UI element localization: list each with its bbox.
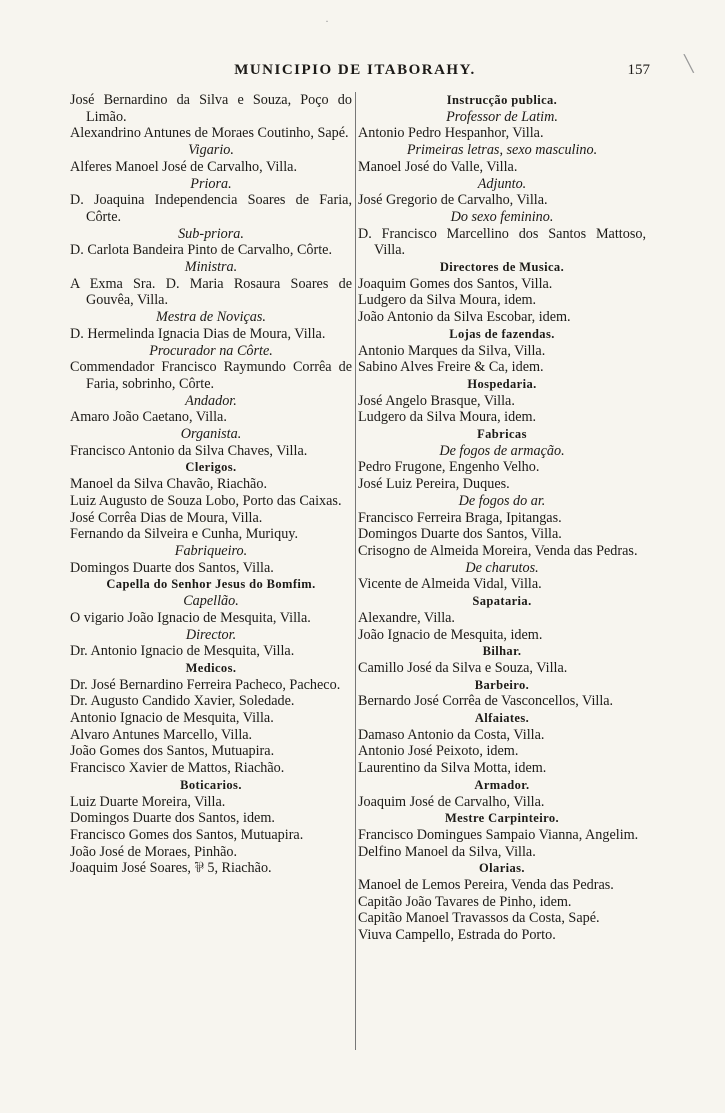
role-heading: Professor de Latim. <box>446 108 558 125</box>
directory-entry: Dr. Antonio Ignacio de Mesquita, Villa. <box>70 643 295 660</box>
directory-entry: Alferes Manoel José de Carvalho, Villa. <box>70 158 298 175</box>
role-heading: Andador. <box>185 392 237 409</box>
section-heading: Armador. <box>474 777 530 792</box>
directory-entry: Fernando da Silveira e Cunha, Muriquy. <box>70 526 299 543</box>
directory-entry: Alvaro Antunes Marcello, Villa. <box>70 726 253 743</box>
section-heading: Olarias. <box>479 861 525 876</box>
directory-entry: Luiz Augusto de Souza Lobo, Porto das Caixas. <box>70 492 342 509</box>
page-header <box>70 62 650 86</box>
directory-entry: Vicente de Almeida Vidal, Villa. <box>358 576 542 593</box>
role-heading: Vigario. <box>188 142 234 159</box>
directory-entry: Antonio Marques da Silva, Villa. <box>358 342 546 359</box>
directory-entry: Capitão João Tavares de Pinho, idem. <box>358 893 572 910</box>
directory-entry: D. Joaquina Independencia Soares de Faria, Côrte. <box>70 192 352 225</box>
role-heading: Director. <box>185 626 237 643</box>
directory-entry: Luiz Duarte Moreira, Villa. <box>70 793 226 810</box>
directory-entry: Joaquim José Soares, ⅌ 5, Riachão. <box>70 860 272 877</box>
section-heading: Clerigos. <box>185 460 237 475</box>
role-heading: De fogos do ar. <box>458 492 546 509</box>
directory-entry: Domingos Duarte dos Santos, Villa. <box>70 559 274 576</box>
left-column <box>70 92 352 877</box>
page-number: 157 <box>627 62 650 78</box>
directory-entry: Manoel da Silva Chavão, Riachão. <box>70 476 267 493</box>
directory-entry: D. Hermelinda Ignacia Dias de Moura, Villa. <box>70 325 326 342</box>
directory-entry: Dr. Augusto Candido Xavier, Soledade. <box>70 693 295 710</box>
directory-entry: Crisogno de Almeida Moreira, Venda das Pedras. <box>358 542 638 559</box>
page-title: MUNICIPIO DE ITABORAHY. <box>234 62 476 78</box>
directory-entry: O vigario João Ignacio de Mesquita, Villa. <box>70 609 311 626</box>
directory-entry: Francisco Domingues Sampaio Vianna, Angelim. <box>358 826 639 843</box>
directory-entry: Dr. José Bernardino Ferreira Pacheco, Pacheco. <box>70 676 341 693</box>
directory-entry: João Ignacio de Mesquita, idem. <box>358 626 543 643</box>
directory-entry: Antonio José Peixoto, idem. <box>358 743 519 760</box>
directory-entry: José Gregorio de Carvalho, Villa. <box>358 192 548 209</box>
directory-entry: Ludgero da Silva Moura, idem. <box>358 409 537 426</box>
section-heading: Directores de Musica. <box>439 260 565 275</box>
directory-entry: Commendador Francisco Raymundo Corrêa de Faria, sobrinho, Côrte. <box>70 359 352 392</box>
directory-entry: João José de Moraes, Pinhão. <box>70 843 238 860</box>
directory-entry: Francisco Xavier de Mattos, Riachão. <box>70 760 285 777</box>
directory-entry: Delfino Manoel da Silva, Villa. <box>358 843 536 860</box>
role-heading: Do sexo feminino. <box>450 208 554 225</box>
directory-entry: Ludgero da Silva Moura, idem. <box>358 292 537 309</box>
directory-entry: Pedro Frugone, Engenho Velho. <box>358 459 540 476</box>
directory-entry: José Bernardino da Silva e Souza, Poço do Limão. <box>70 92 352 125</box>
section-heading: Instrucção publica. <box>446 93 558 107</box>
directory-entry: Francisco Ferreira Braga, Ipitangas. <box>358 509 562 526</box>
directory-entry: Alexandre, Villa. <box>358 609 455 626</box>
directory-entry: A Exma Sra. D. Maria Rosaura Soares de Gouvêa, Villa. <box>70 275 352 309</box>
role-heading: Sub-priora. <box>178 225 244 242</box>
right-column <box>358 92 646 944</box>
directory-entry: José Corrêa Dias de Moura, Villa. <box>70 509 263 526</box>
directory-entry: Capitão Manoel Travassos da Costa, Sapé. <box>358 910 600 927</box>
section-heading: Fabricas <box>477 427 527 442</box>
directory-entry: Alexandrino Antunes de Moraes Coutinho, Sapé. <box>70 125 349 142</box>
role-heading: Primeiras letras, sexo masculino. <box>406 142 598 159</box>
section-heading: Boticarios. <box>180 777 242 792</box>
directory-entry: Bernardo José Corrêa de Vasconcellos, Villa. <box>358 693 614 710</box>
ink-speck: · <box>325 14 329 28</box>
directory-entry: João Gomes dos Santos, Mutuapira. <box>70 743 275 760</box>
role-heading: Adjunto. <box>477 175 527 192</box>
section-heading: Sapataria. <box>472 594 532 609</box>
directory-entry: Laurentino da Silva Motta, idem. <box>358 760 547 777</box>
role-heading: Mestra de Noviças. <box>156 309 266 326</box>
role-heading: Priora. <box>190 175 232 192</box>
section-heading: Medicos. <box>185 660 237 675</box>
ink-mark: ╲ <box>684 56 694 73</box>
directory-entry: D. Francisco Marcellino dos Santos Mattoso, Villa. <box>358 225 646 259</box>
directory-entry: D. Carlota Bandeira Pinto de Carvalho, Côrte. <box>70 242 333 259</box>
section-heading: Bilhar. <box>482 644 522 659</box>
directory-entry: Antonio Pedro Hespanhor, Villa. <box>358 125 544 142</box>
section-heading: Barbeiro. <box>474 677 530 692</box>
directory-entry: Antonio Ignacio de Mesquita, Villa. <box>70 710 274 727</box>
directory-entry: Francisco Gomes dos Santos, Mutuapira. <box>70 826 304 843</box>
section-heading: Alfaiates. <box>474 711 530 726</box>
section-heading: Lojas de fazendas. <box>449 326 555 341</box>
directory-entry: João Antonio da Silva Escobar, idem. <box>358 309 571 326</box>
role-heading: Ministra. <box>184 259 238 276</box>
directory-entry: Manoel de Lemos Pereira, Venda das Pedras. <box>358 877 614 894</box>
role-heading: De charutos. <box>465 559 539 576</box>
directory-entry: José Luiz Pereira, Duques. <box>358 476 510 493</box>
section-heading: Capella do Senhor Jesus do Bomfim. <box>106 577 316 592</box>
column-divider <box>355 92 356 1050</box>
role-heading: De fogos de armação. <box>439 442 565 459</box>
directory-entry: Amaro João Caetano, Villa. <box>70 409 227 426</box>
role-heading: Capellão. <box>183 593 239 610</box>
directory-entry: Manoel José do Valle, Villa. <box>358 158 518 175</box>
directory-entry: Domingos Duarte dos Santos, idem. <box>70 810 275 827</box>
section-heading: Hospedaria. <box>467 376 537 391</box>
directory-entry: Viuva Campello, Estrada do Porto. <box>358 927 556 944</box>
directory-entry: José Angelo Brasque, Villa. <box>358 392 515 409</box>
role-heading: Organista. <box>180 426 242 443</box>
role-heading: Procurador na Côrte. <box>149 342 273 359</box>
directory-entry: Joaquim José de Carvalho, Villa. <box>358 793 545 810</box>
directory-entry: Damaso Antonio da Costa, Villa. <box>358 726 545 743</box>
role-heading: Fabriqueiro. <box>174 542 248 559</box>
directory-entry: Camillo José da Silva e Souza, Villa. <box>358 659 568 676</box>
directory-entry: Francisco Antonio da Silva Chaves, Villa. <box>70 442 308 459</box>
directory-entry: Sabino Alves Freire & Ca, idem. <box>358 359 544 376</box>
section-heading: Mestre Carpinteiro. <box>444 811 560 826</box>
directory-entry: Joaquim Gomes dos Santos, Villa. <box>358 275 553 292</box>
directory-entry: Domingos Duarte dos Santos, Villa. <box>358 526 562 543</box>
